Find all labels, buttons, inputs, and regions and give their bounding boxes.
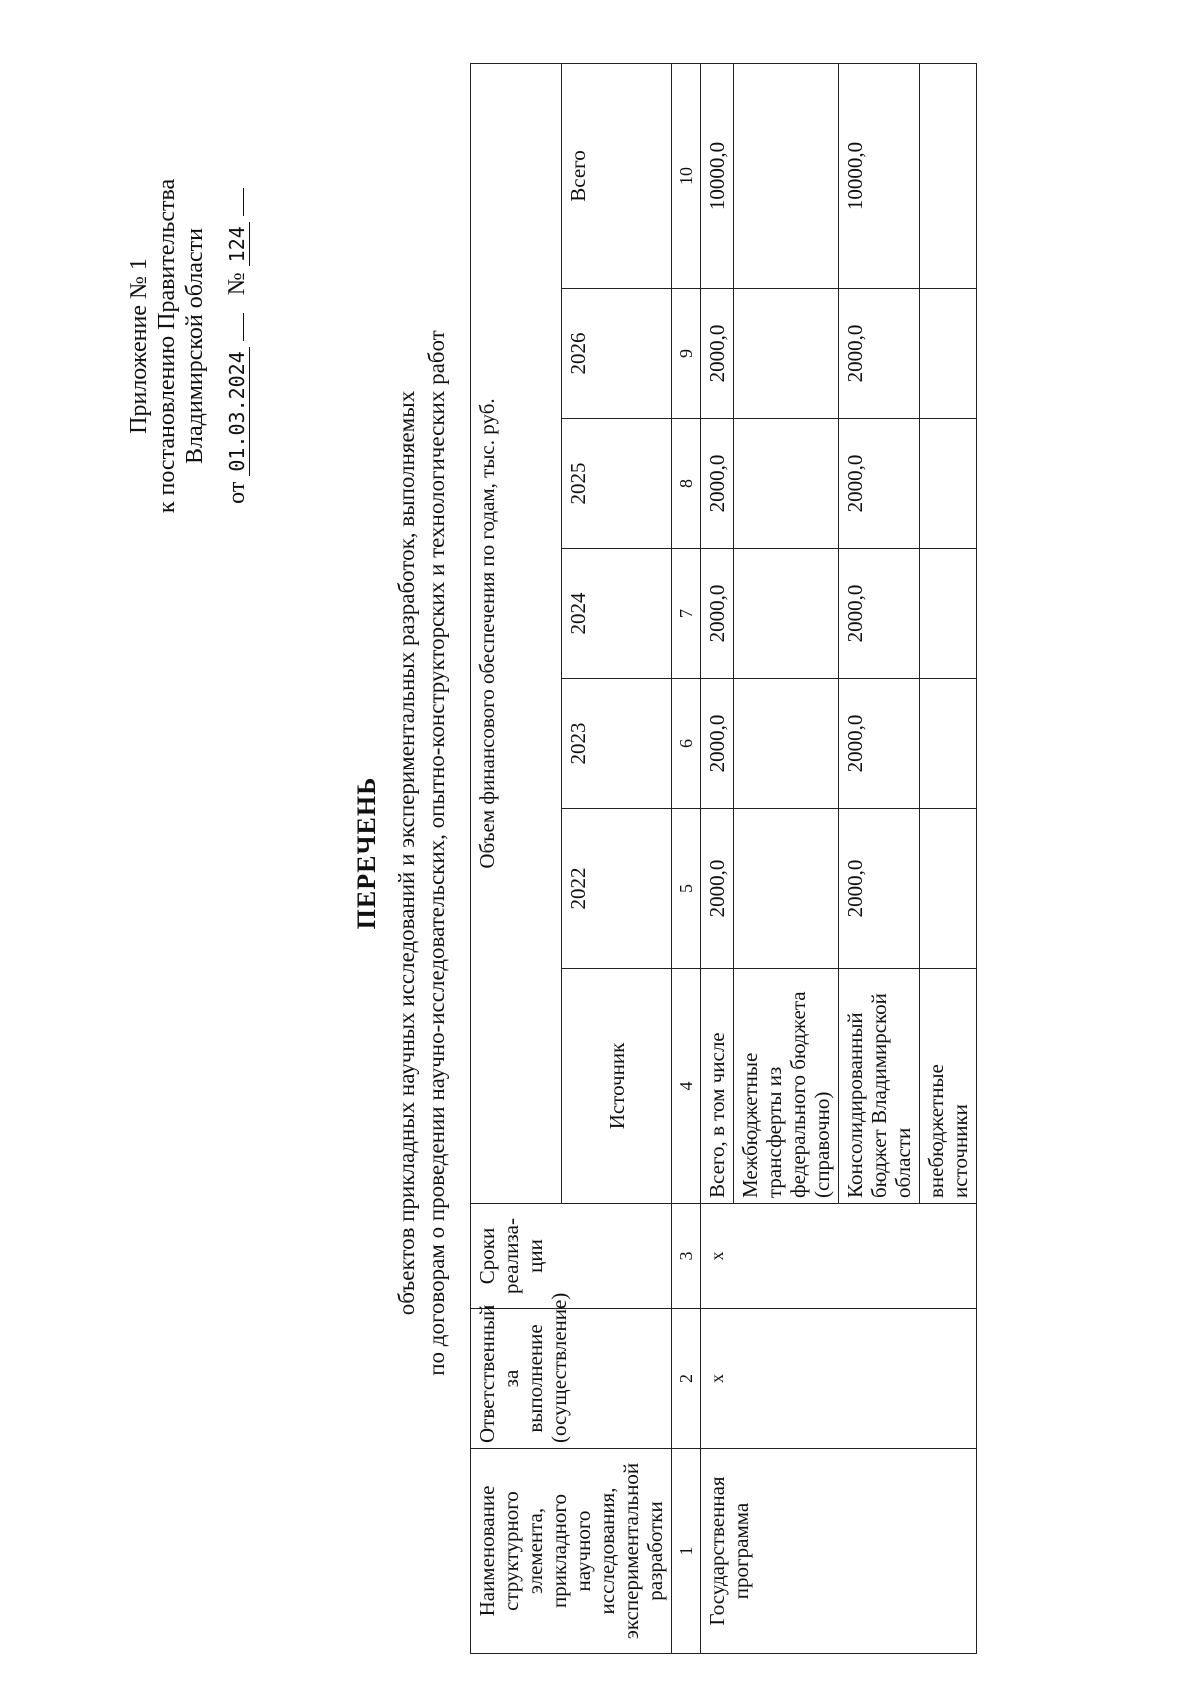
header-row-1	[471, 63, 562, 1653]
appendix-block	[125, 96, 251, 596]
value-cell: 2000,0	[839, 289, 920, 419]
value-cell: 2000,0	[701, 679, 734, 809]
number-underline	[223, 188, 244, 216]
program-terms: x	[701, 1204, 977, 1309]
value-cell	[734, 679, 839, 809]
column-number: 2	[672, 1309, 701, 1449]
value-cell: 2000,0	[839, 809, 920, 969]
subtitle-line-1: объектов прикладных научных исследований и экспериментальных разработок, выполняемых	[394, 390, 419, 1316]
column-number: 1	[672, 1449, 701, 1654]
header-funding: Объем финансового обеспечения по годам, тыс. руб.	[471, 63, 562, 1203]
funding-table	[470, 63, 977, 1654]
column-number: 6	[672, 679, 701, 809]
value-cell: 10000,0	[701, 63, 734, 288]
value-cell	[920, 289, 977, 419]
number-prefix: №	[224, 272, 250, 296]
header-year-2025: 2025	[562, 419, 672, 549]
table-row	[701, 63, 734, 1653]
appendix-line-3: Владимирской области	[182, 228, 208, 464]
column-number: 4	[672, 969, 701, 1204]
header-year-2024: 2024	[562, 549, 672, 679]
header-source: Источник	[562, 969, 672, 1204]
value-cell: 2000,0	[839, 679, 920, 809]
date-prefix: от	[224, 481, 250, 504]
header-responsible: Ответственный за выполнение (осуществление)	[471, 1309, 672, 1449]
program-responsible: x	[701, 1309, 977, 1449]
date-value: 01.03.2024	[225, 347, 250, 475]
column-number: 8	[672, 419, 701, 549]
value-cell: 2000,0	[701, 549, 734, 679]
program-name: Государственная программа	[701, 1449, 977, 1654]
appendix-date-line	[223, 96, 251, 596]
source-cell: Всего, в том числе	[701, 969, 734, 1204]
subtitle-line-2: по договорам о проведении научно-исследовательских, опытно-конструкторских и технологических работ	[424, 330, 449, 1376]
source-cell: Межбюджетные трансферты из федерального бюджета (справочно)	[734, 969, 839, 1204]
value-cell	[734, 809, 839, 969]
appendix-line-2: к постановлению Правительства	[154, 178, 180, 514]
value-cell: 2000,0	[701, 289, 734, 419]
value-cell	[734, 63, 839, 288]
value-cell	[734, 549, 839, 679]
column-number: 3	[672, 1204, 701, 1309]
value-cell	[920, 549, 977, 679]
value-cell	[920, 419, 977, 549]
date-underline	[223, 313, 244, 341]
value-cell: 2000,0	[701, 419, 734, 549]
value-cell: 2000,0	[839, 419, 920, 549]
column-number: 5	[672, 809, 701, 969]
header-year-2026: 2026	[562, 289, 672, 419]
column-number: 9	[672, 289, 701, 419]
header-year-2023: 2023	[562, 679, 672, 809]
value-cell: 10000,0	[839, 63, 920, 288]
value-cell: 2000,0	[839, 549, 920, 679]
document-subtitle	[392, 0, 452, 1706]
appendix-line-1: Приложение № 1	[126, 258, 152, 434]
source-cell: внебюджетные источники	[920, 969, 977, 1204]
column-number: 10	[672, 63, 701, 288]
value-cell	[920, 679, 977, 809]
header-name: Наименование структурного элемента, прикладного научного исследования, экспериментальной разработки	[471, 1449, 672, 1654]
column-numbers-row	[672, 63, 701, 1653]
header-terms: Сроки реализа-ции	[471, 1204, 672, 1309]
column-number: 7	[672, 549, 701, 679]
source-cell: Консолидированный бюджет Владимирской области	[839, 969, 920, 1204]
document-title: ПЕРЕЧЕНЬ	[352, 776, 381, 930]
value-cell	[734, 419, 839, 549]
number-value: 124	[225, 222, 250, 266]
value-cell: 2000,0	[701, 809, 734, 969]
value-cell	[920, 63, 977, 288]
value-cell	[734, 289, 839, 419]
value-cell	[920, 809, 977, 969]
header-total: Всего	[562, 63, 672, 288]
header-year-2022: 2022	[562, 809, 672, 969]
